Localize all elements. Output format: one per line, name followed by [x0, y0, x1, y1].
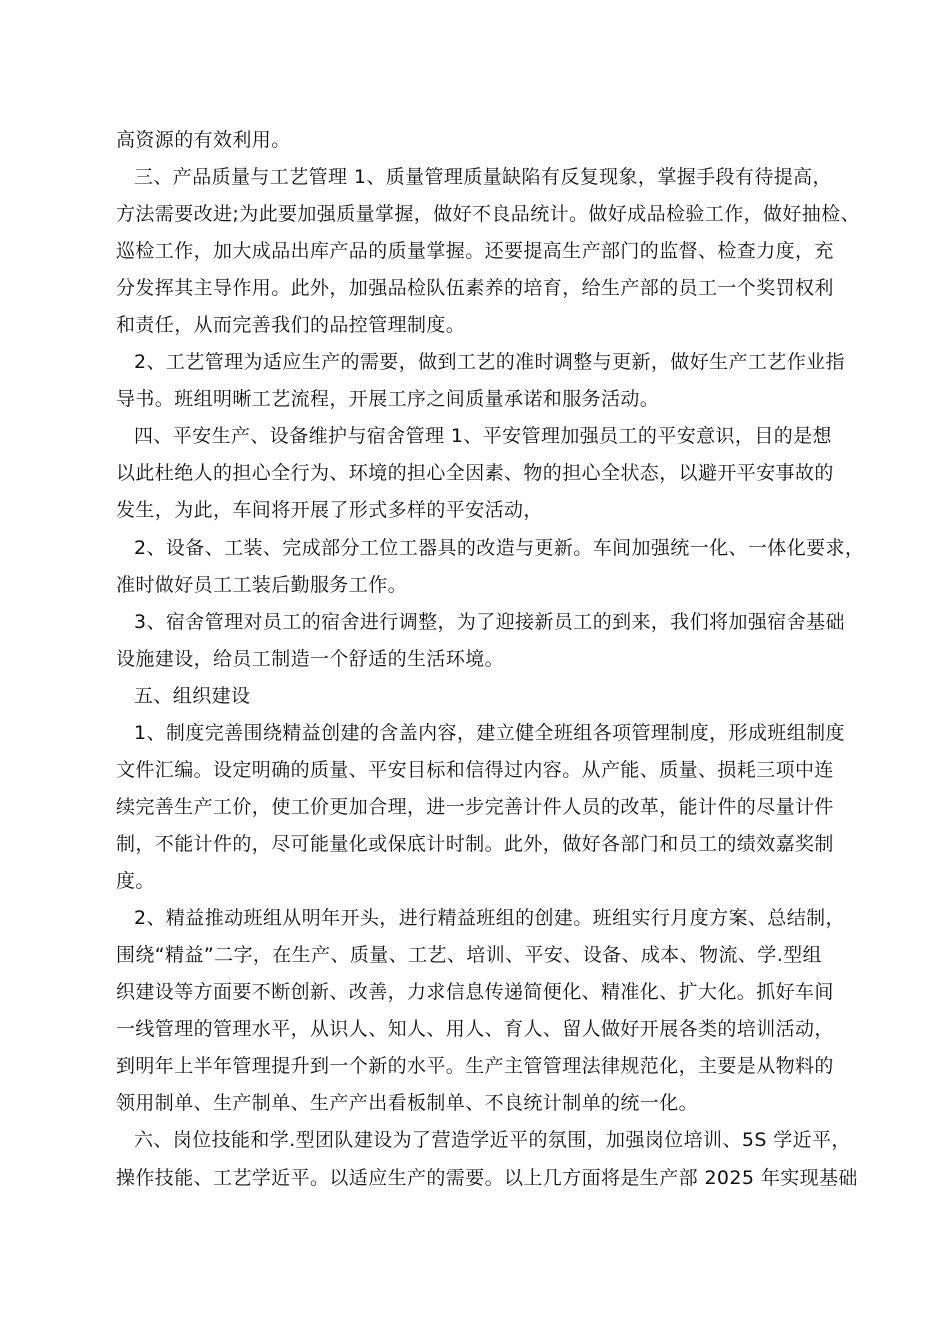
text-line: 织建设等方面要不断创新、改善，力求信息传递简便化、精准化、扩大化。抓好车间 [116, 981, 834, 1003]
text-line: 发生，为此，车间将开展了形式多样的平安活动， [116, 499, 543, 521]
text-line: 度。 [116, 870, 155, 892]
section-heading-line: 四、平安生产、设备维护与宿舍管理 1、平安管理加强员工的平安意识，目的是想 [134, 425, 832, 447]
text-line: 操作技能、工艺学近平。以适应生产的需要。以上几方面将是生产部 2025 年实现基础 [116, 1167, 858, 1189]
text-line: 围绕“精益”二字，在生产、质量、工艺、培训、平安、设备、成本、物流、学.型组 [116, 944, 822, 966]
paragraph-start-line: 2、精益推动班组从明年开头，进行精益班组的创建。班组实行月度方案、总结制， [134, 907, 845, 929]
paragraph-start-line: 3、宿舍管理对员工的宿舍进行调整，为了迎接新员工的到来，我们将加强宿舍基础 [134, 611, 845, 633]
text-line: 续完善生产工价，使工价更加合理，进一步完善计件人员的改革，能计件的尽量计件 [116, 796, 834, 818]
text-line: 和责任，从而完善我们的品控管理制度。 [116, 314, 466, 336]
paragraph-start-line: 2、工艺管理为适应生产的需要，做到工艺的准时调整与更新，做好生产工艺作业指 [134, 351, 845, 373]
text-line: 领用制单、生产制单、生产产出看板制单、不良统计制单的统一化。 [116, 1092, 699, 1114]
text-line: 准时做好员工工装后勤服务工作。 [116, 574, 408, 596]
text-line: 方法需要改进;为此要加强质量掌握，做好不良品统计。做好成品检验工作，做好抽检、 [116, 203, 861, 225]
text-line: 高资源的有效利用。 [116, 129, 291, 151]
section-heading-line: 三、产品质量与工艺管理 1、质量管理质量缺陷有反复现象，掌握手段有待提高， [134, 166, 832, 188]
text-line: 分发挥其主导作用。此外，加强品检队伍素养的培育，给生产部的员工一个奖罚权利 [116, 277, 834, 299]
text-line: 文件汇编。设定明确的质量、平安目标和信得过内容。从产能、质量、损耗三项中连 [116, 759, 834, 781]
text-line: 巡检工作，加大成品出库产品的质量掌握。还要提高生产部门的监督、检查力度，充 [116, 240, 834, 262]
text-line: 一线管理的管理水平，从识人、知人、用人、育人、留人做好开展各类的培训活动， [116, 1018, 834, 1040]
text-line: 设施建设，给员工制造一个舒适的生活环境。 [116, 648, 505, 670]
text-line: 到明年上半年管理提升到一个新的水平。生产主管管理法律规范化，主要是从物料的 [116, 1055, 834, 1077]
text-line: 以此杜绝人的担心全行为、环境的担心全因素、物的担心全状态，以避开平安事故的 [116, 462, 834, 484]
paragraph-start-line: 2、设备、工装、完成部分工位工器具的改造与更新。车间加强统一化、一体化要求， [134, 537, 865, 559]
text-line: 导书。班组明晰工艺流程，开展工序之间质量承诺和服务活动。 [116, 388, 660, 410]
paragraph-start-line: 1、制度完善围绕精益创建的含盖内容，建立健全班组各项管理制度，形成班组制度 [134, 722, 845, 744]
section-heading-line: 六、岗位技能和学.型团队建设为了营造学近平的氛围，加强岗位培训、5S 学近平， [134, 1129, 851, 1151]
section-heading-line: 五、组织建设 [134, 685, 251, 707]
text-line: 制，不能计件的，尽可能量化或保底计时制。此外，做好各部门和员工的绩效嘉奖制 [116, 833, 834, 855]
